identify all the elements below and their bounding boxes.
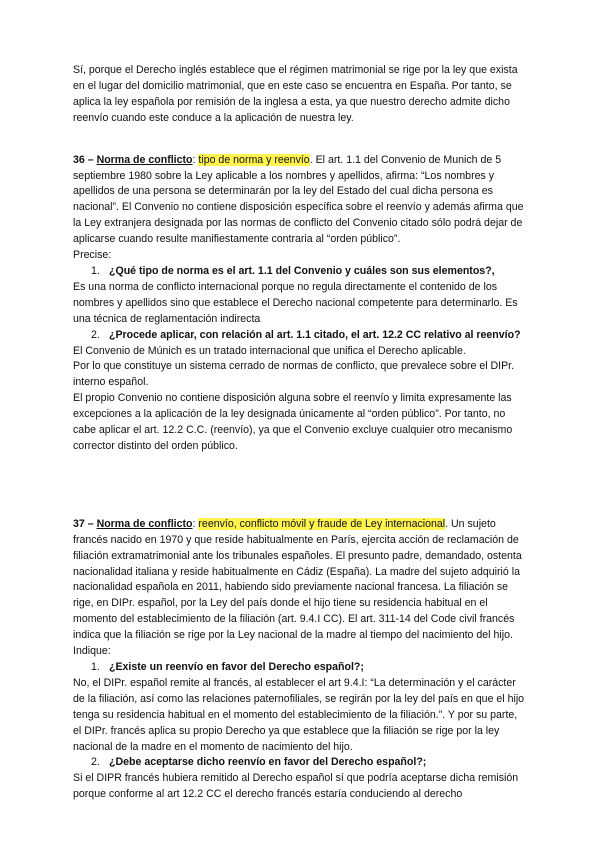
case-37-category: Norma de conflicto <box>96 517 193 530</box>
case-36-statement-text: . El art. 1.1 del Convenio de Munich de 5 septiembre 1980 sobre la Ley aplicable a los nombres y apellidos, afirma: “Los nombres y apellidos de una persona se determinarán por la ley del Estado del cual dicha persona es nacional”. El Convenio no contiene disposición específica sobre el reenvío y además afirma que la Ley extranjera designada por las normas de conflicto del Convenio citado sólo podrá dejar de aplicarse cuando resulte manifiestamente contraria al “orden público”. <box>73 153 524 246</box>
case-36-question-1 <box>73 264 528 280</box>
question-text: ¿Procede aplicar, con relación al art. 1.1 citado, el art. 12.2 CC relativo al reenvío? <box>109 328 521 341</box>
question-text: ¿Existe un reenvío en favor del Derecho español?; <box>109 661 364 673</box>
question-text: ¿Qué tipo de norma es el art. 1.1 del Convenio y cuáles son sus elementos?, <box>109 264 495 277</box>
case-36-answer-1: Es una norma de conflicto internacional porque no regula directamente el contenido de los nombres y apellidos sino que establece el Derecho nacional competente para determinarlo. Es una técnica de reglamentación indirecta <box>73 280 518 325</box>
case-36-topic-highlight: tipo de norma y reenvío <box>198 153 310 166</box>
case-36-number: 36 – <box>73 153 97 166</box>
case-37-answer-1: No, el DIPr. español remite al francés, al establecer el art 9.4.I: “La determinación y el carácter de la filiación, así como las relaciones paternofiliales, se regirán por la ley del país en que el hijo tenga su residencia habitual en el momento del establecimiento de la filiación.”. Y por su parte, el DIPr. francés aplica su propio Derecho ya que establece que la filiación se rige por la ley nacional de la madre en el momento de nacimiento del hijo. <box>73 676 525 753</box>
case-36-statement <box>73 153 528 248</box>
case-36-prompt: Precise: <box>73 249 112 262</box>
case-36-colon: : <box>192 153 199 166</box>
case-36-answer-2-line-1: El Convenio de Múnich es un tratado internacional que unifica el Derecho aplicable. <box>73 344 466 357</box>
intro-paragraph: Sí, porque el Derecho inglés establece que el régimen matrimonial se rige por la ley que exista en el lugar del domicilio matrimonial, que en este caso se encuentra en España. Por tanto, se aplica la ley española por remisión de la inglesa a esta, ya que nuestro derecho admite dicho reenvío cuando este conduce a la aplicación de nuestra ley. <box>73 64 518 124</box>
spacer <box>73 127 528 153</box>
spacer <box>73 455 528 517</box>
case-36-answer-2-line-2: Por lo que constituye un sistema cerrado de normas de conflicto, que prevalece sobre el DIPr. interno español. <box>73 360 515 389</box>
question-number: 1. <box>91 264 100 277</box>
case-37-topic-highlight: reenvío, conflicto móvil y fraude de Ley internacional <box>198 517 446 530</box>
question-number: 2. <box>91 328 100 341</box>
case-36-answer-2-line-3: El propio Convenio no contiene disposición alguna sobre el reenvío y limita expresamente las excepciones a la aplicación de la ley designada únicamente al “orden público”. Por tanto, no cabe aplicar el art. 12.2 C.C. (reenvío), ya que el Convenio excluye cualquier otro mecanismo corrector distinto del orden público. <box>73 392 513 452</box>
case-37-colon: : <box>192 517 199 530</box>
case-37-question-1 <box>73 660 528 676</box>
question-number: 2. <box>91 756 100 769</box>
case-37-statement <box>73 517 528 644</box>
question-text: ¿Debe aceptarse dicho reenvío en favor del Derecho español?; <box>109 756 427 769</box>
case-37-number: 37 – <box>73 517 97 530</box>
case-37-question-2 <box>73 755 528 771</box>
case-37-answer-2: Si el DIPR francés hubiera remitido al Derecho español sí que podría aceptarse dicha remisión porque conforme al art 12.2 CC el derecho francés estaría conduciendo al derecho <box>73 772 519 801</box>
case-36-category: Norma de conflicto <box>96 153 193 166</box>
case-36-question-2 <box>73 328 528 344</box>
case-37-prompt: Indique: <box>73 645 111 658</box>
case-37-statement-text: . Un sujeto francés nacido en 1970 y que reside habitualmente en París, ejercita acción de reclamación de filiación extramatrimonial ante los tribunales españoles. El presunto padre, demandado, ostenta nacionalidad italiana y reside habitualmente en Cádiz (España). La madre del sujeto adquirió la nacionalidad española en 2011, habiendo sido previamente nacional francesa. La filiación se rige, en DIPr. español, por la Ley del país donde el hijo tiene su residencia habitual en el momento del establecimiento de la filiación (art. 9.4.I CC). El art. 311-14 del Code civil francés indica que la filiación se rige por la Ley nacional de la madre al tiempo del nacimiento del hijo. <box>73 517 522 642</box>
question-number: 1. <box>91 661 100 673</box>
